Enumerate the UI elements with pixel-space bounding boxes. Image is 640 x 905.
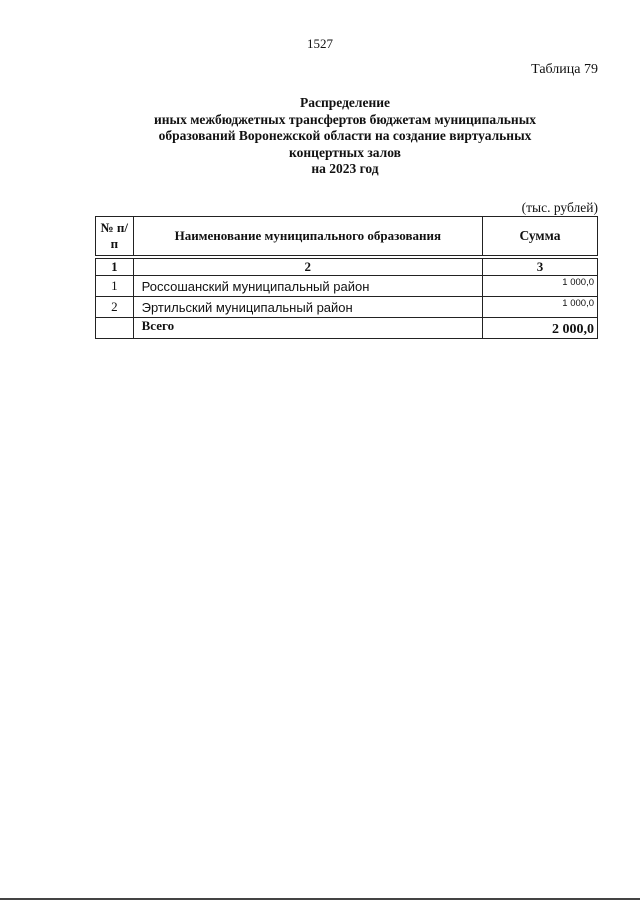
total-label: Всего [133, 318, 482, 339]
column-index: 1 [96, 259, 134, 276]
column-header-name: Наименование муниципального образования [133, 217, 482, 256]
table-row [96, 297, 598, 318]
title-line: на 2023 год [311, 161, 379, 176]
title-line: концертных залов [289, 144, 401, 160]
row-number: 1 [96, 276, 134, 297]
data-table [95, 258, 598, 339]
units-label: (тыс. рублей) [521, 200, 598, 215]
title-line: образований Воронежской области на создание виртуальных [158, 128, 532, 143]
title-line: иных межбюджетных трансфертов бюджетам муниципальных [154, 111, 536, 127]
table-row [96, 276, 598, 297]
column-header-num: № п/п [96, 217, 134, 256]
column-header-sum: Сумма [482, 217, 597, 256]
row-sum: 1 000,0 [482, 276, 597, 297]
column-index: 3 [482, 259, 597, 276]
table-header [95, 216, 598, 256]
municipality-name: Россошанский муниципальный район [133, 276, 482, 297]
page-bottom-rule [0, 898, 640, 900]
table-label: Таблица 79 [531, 62, 598, 77]
total-row [96, 318, 598, 339]
row-sum: 1 000,0 [482, 297, 597, 318]
column-index-row [96, 259, 598, 276]
title-line: Распределение [299, 95, 391, 110]
header-row [96, 217, 598, 256]
row-number: 2 [96, 297, 134, 318]
document-title [95, 95, 595, 178]
total-empty-cell [96, 318, 134, 339]
total-sum: 2 000,0 [482, 318, 597, 339]
page-number: 1527 [307, 36, 333, 51]
municipality-name: Эртильский муниципальный район [133, 297, 482, 318]
column-index: 2 [133, 259, 482, 276]
